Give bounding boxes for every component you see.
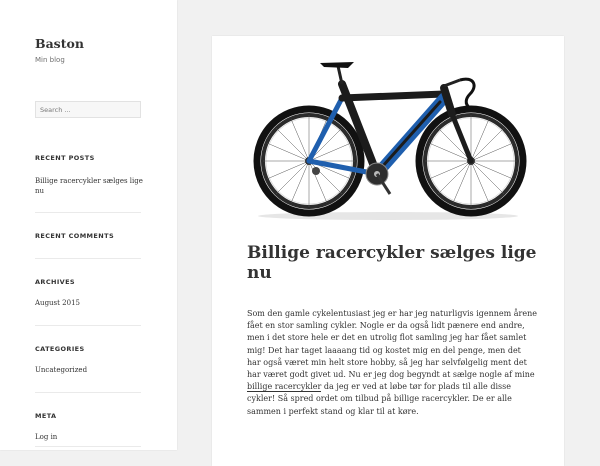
featured-image-racing-bike[interactable] bbox=[212, 36, 564, 226]
archive-link-august-2015[interactable]: August 2015 bbox=[35, 299, 80, 307]
meta-login-link[interactable]: Log in bbox=[35, 433, 58, 441]
widget-divider bbox=[35, 258, 141, 259]
meta-title: META bbox=[35, 412, 57, 420]
widget-divider bbox=[35, 392, 141, 393]
recent-comments-title: RECENT COMMENTS bbox=[35, 232, 115, 240]
recent-posts-title: RECENT POSTS bbox=[35, 154, 95, 162]
widget-divider bbox=[35, 446, 141, 447]
post-title[interactable]: Billige racercykler sælges lige nu bbox=[247, 243, 537, 283]
sidebar bbox=[0, 0, 177, 450]
widget-divider bbox=[35, 325, 141, 326]
widget-divider bbox=[35, 212, 141, 213]
bike-frame bbox=[309, 62, 474, 194]
post-text-part: da jeg er ved at løbe tør for plads til alle disse cykler! Så spred ordet om tilbud på billige racercykler. De er alle sammen i perfekt stand og klar til at køre. bbox=[247, 382, 512, 416]
racercykler-link[interactable]: billige racercykler bbox=[247, 382, 322, 392]
post-content bbox=[247, 308, 537, 418]
post-card bbox=[212, 36, 564, 466]
archives-title: ARCHIVES bbox=[35, 278, 76, 286]
recent-post-link[interactable]: Billige racercykler sælges lige nu bbox=[35, 177, 143, 195]
categories-title: CATEGORIES bbox=[35, 345, 85, 353]
site-description: Min blog bbox=[35, 56, 65, 64]
search-input[interactable] bbox=[35, 101, 141, 118]
site-title[interactable]: Baston bbox=[35, 36, 84, 51]
category-link-uncategorized[interactable]: Uncategorized bbox=[35, 366, 88, 374]
post-text-part: Som den gamle cykelentusiast jeg er har jeg naturligvis igennem årene fået en stor samling cykler. Nogle er da også lidt pænere end andre, men i det store hele er det en utrolig flot samling jeg har fået samlet mig! Det har taget laaaang tid og kostet mig en del penge, men det har også været min helt store hobby, så jeg har selvfølgelig ment det har været godt givet ud. Nu er jeg dog begyndt at sælge nogle af mine bbox=[247, 309, 538, 380]
